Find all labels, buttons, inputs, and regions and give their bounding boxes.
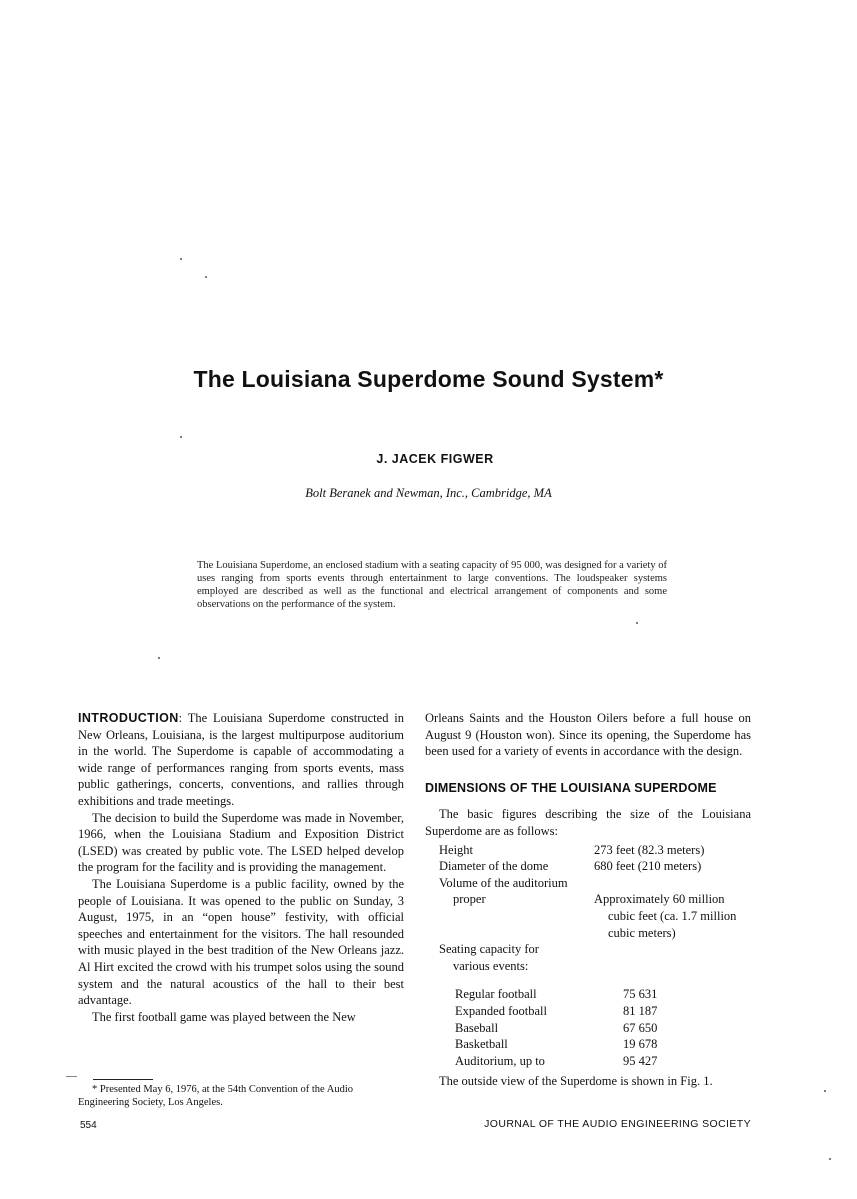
intro-paragraph-4: The first football game was played between the New [92, 1009, 356, 1024]
dimensions-heading: DIMENSIONS OF THE LOUISIANA SUPERDOME [425, 780, 717, 795]
dimension-row-height: Height 273 feet (82.3 meters) [439, 842, 705, 857]
seating-row: Basketball 19 678 [455, 1037, 658, 1052]
footnote-rule [93, 1079, 153, 1080]
page-number: 554 [80, 1120, 97, 1131]
scan-speck [829, 1158, 831, 1160]
intro-paragraph-2: The decision to build the Superdome was made in November, 1966, when the Louisiana Stadium and Exposition District (LSED) was created by public vote. The LSED helped develop the program for the facility and is providing the management. [78, 810, 404, 875]
left-column [78, 710, 404, 1025]
dimensions-closing: The outside view of the Superdome is shown in Fig. 1. [439, 1074, 713, 1089]
scan-speck [180, 258, 182, 260]
footnote: * Presented May 6, 1976, at the 54th Convention of the Audio Engineering Society, Los Angeles. [78, 1084, 354, 1108]
paper-title: The Louisiana Superdome Sound System* [193, 366, 664, 392]
seating-row: Expanded football 81 187 [455, 1003, 658, 1018]
abstract: The Louisiana Superdome, an enclosed stadium with a seating capacity of 95 000, was designed for a variety of uses ranging from sports events through entertainment to large conventions. The loudspeaker systems employed are described as well as the functional and electrical arrangement of components and some observations on the performance of the system. [197, 560, 667, 610]
seating-capacity-label: Seating capacity for [439, 942, 539, 957]
author-name: J. JACEK FIGWER [376, 452, 494, 466]
scan-speck [205, 276, 207, 278]
seating-row: Auditorium, up to 95 427 [455, 1053, 658, 1068]
right-column [425, 710, 751, 1090]
seating-row: Baseball 67 650 [455, 1020, 658, 1035]
intro-paragraph-5: Orleans Saints and the Houston Oilers before a full house on August 9 (Houston won). Since its opening, the Superdome has been used for a variety of events in accordance with the design. [425, 711, 751, 759]
dimension-row-diameter: Diameter of the dome 680 feet (210 meters) [439, 859, 702, 874]
journal-name: JOURNAL OF THE AUDIO ENGINEERING SOCIETY [484, 1118, 751, 1130]
intro-paragraph-3: The Louisiana Superdome is a public facility, owned by the people of Louisiana. It was opened to the public on Sunday, 3 August, 1975, in an “open house” festivity, with official speeches and entertainment for the visitors. The hall resounded with music played in the best tradition of the New Orleans jazz. Al Hirt excited the crowd with his trumpet solos using the sound system and the natural acoustics of the hall to their best advantage. [78, 876, 404, 1008]
scan-speck [180, 436, 182, 438]
scan-speck [158, 657, 160, 659]
dimension-row-volume: proper Approximately 60 million cubic feet (ca. 1.7 million cubic meters) [453, 892, 737, 940]
intro-paragraph-1: INTRODUCTION: The Louisiana Superdome constructed in New Orleans, Louisiana, is the largest multipurpose auditorium in the world. The Superdome is capable of accommodating a wide range of performances ranging from sports events, mass public gatherings, concerts, conventions, and rallies through exhibitions and trade meetings. [78, 711, 404, 808]
dimensions-table [425, 842, 751, 1070]
introduction-heading: INTRODUCTION [78, 711, 179, 725]
scan-speck [824, 1090, 826, 1092]
seating-capacity-label-2: various events: [453, 958, 529, 973]
author-affiliation: Bolt Beranek and Newman, Inc., Cambridge, MA [305, 486, 552, 500]
footnote-dash: — [66, 1070, 77, 1082]
scan-speck [636, 622, 638, 624]
dimension-row-volume-label: Volume of the auditorium [439, 875, 568, 890]
seating-row: Regular football 75 631 [455, 987, 658, 1002]
dimensions-intro: The basic figures describing the size of the Louisiana Superdome are as follows: [425, 807, 751, 838]
